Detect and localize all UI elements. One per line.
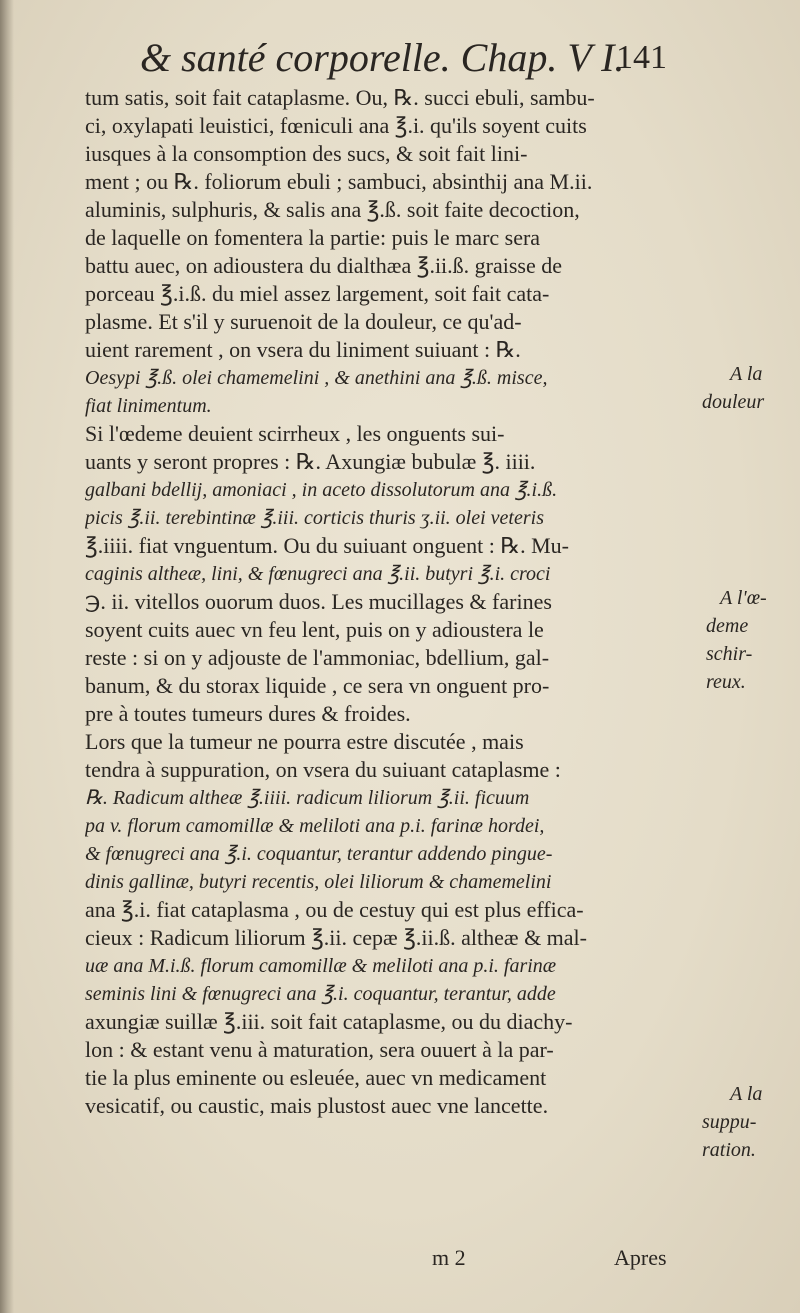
text-line: ℈. ii. vitellos ouorum duos. Les mucillages & farines <box>85 589 552 614</box>
text-line: aluminis, sulphuris, & salis ana ℥.ß. soit faite decoction, <box>85 197 580 222</box>
text-line: cieux : Radicum liliorum ℥.ii. cepæ ℥.ii.ß. altheæ & mal- <box>85 925 587 950</box>
text-line: ment ; ou ℞. foliorum ebuli ; sambuci, absinthij ana M.ii. <box>85 169 593 194</box>
margin-note-line: ration. <box>702 1139 756 1161</box>
text-line: tendra à suppuration, on vsera du suiuant cataplasme : <box>85 757 561 782</box>
running-title: & santé corporelle. Chap. V I. <box>140 35 625 80</box>
text-line: iusques à la consomption des sucs, & soit fait lini- <box>85 141 528 166</box>
text-line: battu auec, on adioustera du dialthæa ℥.ii.ß. graisse de <box>85 253 563 278</box>
signature-mark: m 2 <box>432 1245 466 1270</box>
text-line: dinis gallinæ, butyri recentis, olei liliorum & chamemelini <box>85 871 552 893</box>
margin-note-line: A la <box>730 1083 763 1105</box>
text-line: Lors que la tumeur ne pourra estre discutée , mais <box>85 729 524 754</box>
text-line: soyent cuits auec vn feu lent, puis on y adioustera le <box>85 617 544 642</box>
text-line: caginis altheæ, lini, & fœnugreci ana ℥.ii. butyri ℥.i. croci <box>85 563 551 585</box>
text-line: reste : si on y adjouste de l'ammoniac, bdellium, gal- <box>85 645 550 670</box>
margin-note-line: suppu- <box>702 1111 757 1133</box>
body-text <box>85 84 680 1120</box>
text-line: porceau ℥.i.ß. du miel assez largement, soit fait cata- <box>85 281 550 306</box>
text-line: lon : & estant venu à maturation, sera ouuert à la par- <box>85 1037 554 1062</box>
margin-note-line: schir- <box>706 643 753 665</box>
text-line: tum satis, soit fait cataplasme. Ou, ℞. succi ebuli, sambu- <box>85 85 595 110</box>
text-line: pre à toutes tumeurs dures & froides. <box>85 701 411 726</box>
margin-note-suppuration <box>702 1080 762 1164</box>
text-line: pa v. florum camomillæ & meliloti ana p.i. farinæ hordei, <box>85 815 545 837</box>
margin-note-line: reux. <box>706 671 746 693</box>
text-line: banum, & du storax liquide , ce sera vn onguent pro- <box>85 673 550 698</box>
running-header <box>140 28 680 88</box>
text-line: & fœnugreci ana ℥.i. coquantur, terantur addendo pingue- <box>85 843 553 865</box>
text-line: axungiæ suillæ ℥.iii. soit fait cataplasme, ou du diachy- <box>85 1009 573 1034</box>
text-line: uient rarement , on vsera du liniment suiuant : ℞. <box>85 337 521 362</box>
margin-note-line: A l'œ- <box>720 587 767 609</box>
text-line: Si l'œdeme deuient scirrheux , les onguents sui- <box>85 421 505 446</box>
text-line: seminis lini & fœnugreci ana ℥.i. coquantur, terantur, adde <box>85 983 556 1005</box>
page-gutter-shadow <box>0 0 14 1313</box>
text-line: ℞. Radicum altheæ ℥.iiii. radicum liliorum ℥.ii. ficuum <box>85 787 530 809</box>
text-line: de laquelle on fomentera la partie: puis le marc sera <box>85 225 541 250</box>
text-line: picis ℥.ii. terebintinæ ℥.iii. corticis thuris ʒ.ii. olei veteris <box>85 507 544 529</box>
page-footer <box>0 1238 800 1278</box>
margin-note-line: A la <box>730 363 763 385</box>
catchword: Apres <box>614 1245 667 1270</box>
text-line: galbani bdellij, amoniaci , in aceto dissolutorum ana ℥.i.ß. <box>85 479 558 501</box>
text-line: uants y seront propres : ℞. Axungiæ bubulæ ℥. iiii. <box>85 449 536 474</box>
text-line: plasme. Et s'il y suruenoit de la douleur, ce qu'ad- <box>85 309 522 334</box>
text-line: uæ ana M.i.ß. florum camomillæ & meliloti ana p.i. farinæ <box>85 955 557 977</box>
margin-note-douleur <box>702 360 764 416</box>
text-line: ℥.iiii. fiat vnguentum. Ou du suiuant onguent : ℞. Mu- <box>85 533 569 558</box>
text-line: Oesypi ℥.ß. olei chamemelini , & anethini ana ℥.ß. misce, <box>85 367 548 389</box>
text-line: ana ℥.i. fiat cataplasma , ou de cestuy qui est plus effica- <box>85 897 584 922</box>
text-line: vesicatif, ou caustic, mais plustost auec vne lancette. <box>85 1093 549 1118</box>
margin-note-line: deme <box>706 615 749 637</box>
page-number: 141 <box>616 39 667 76</box>
margin-note-line: douleur <box>702 391 765 413</box>
margin-note-oedeme <box>706 584 767 696</box>
text-line: ci, oxylapati leuistici, fœniculi ana ℥.i. qu'ils soyent cuits <box>85 113 587 138</box>
text-line: fiat linimentum. <box>85 395 212 417</box>
text-line: tie la plus eminente ou esleuée, auec vn medicament <box>85 1065 547 1090</box>
